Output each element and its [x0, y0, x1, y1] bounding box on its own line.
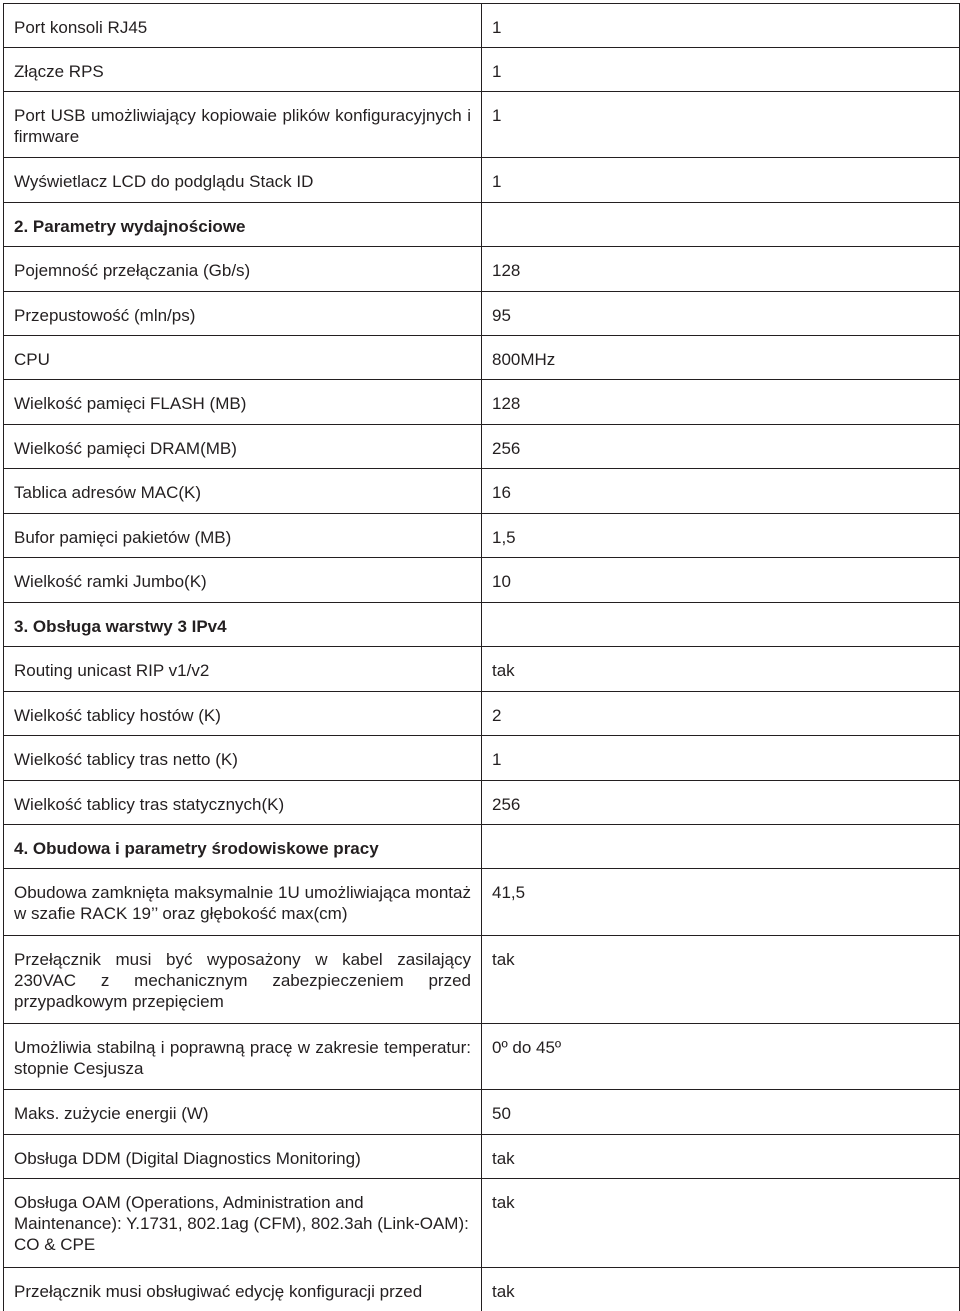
row-value: 256	[482, 425, 960, 469]
row-value: tak	[482, 1268, 960, 1311]
row-value: tak	[482, 1135, 960, 1179]
specification-table	[3, 3, 960, 1311]
section-title: 3. Obsługa warstwy 3 IPv4	[4, 603, 482, 647]
row-value: 128	[482, 380, 960, 425]
row-label: Port konsoli RJ45	[4, 4, 482, 48]
table-row	[4, 1268, 960, 1311]
table-row	[4, 247, 960, 292]
table-row	[4, 869, 960, 936]
row-value: 1	[482, 158, 960, 203]
row-value: 16	[482, 469, 960, 514]
row-value	[482, 203, 960, 247]
table-row	[4, 380, 960, 425]
table-row	[4, 425, 960, 469]
row-value	[482, 825, 960, 869]
table-row	[4, 1024, 960, 1090]
row-value: 10	[482, 558, 960, 603]
row-value: 1	[482, 48, 960, 92]
table-row	[4, 781, 960, 825]
row-value: 128	[482, 247, 960, 292]
table-row	[4, 4, 960, 48]
row-label: Złącze RPS	[4, 48, 482, 92]
row-label: Wyświetlacz LCD do podglądu Stack ID	[4, 158, 482, 203]
table-row	[4, 647, 960, 692]
table-row	[4, 92, 960, 158]
row-value: 800MHz	[482, 336, 960, 380]
table-row	[4, 292, 960, 336]
row-label: Obsługa OAM (Operations, Administration and Maintenance): Y.1731, 802.1ag (CFM), 802.3ah (Link-OAM): CO & CPE	[4, 1179, 482, 1268]
row-label: Przepustowość (mln/ps)	[4, 292, 482, 336]
row-label: Routing unicast RIP v1/v2	[4, 647, 482, 692]
table-row	[4, 692, 960, 736]
row-label: Wielkość tablicy hostów (K)	[4, 692, 482, 736]
row-value: 50	[482, 1090, 960, 1135]
row-label: CPU	[4, 336, 482, 380]
row-label: Tablica adresów MAC(K)	[4, 469, 482, 514]
table-row	[4, 1179, 960, 1268]
row-label: Obudowa zamknięta maksymalnie 1U umożliwiająca montaż w szafie RACK 19’’ oraz głębokość max(cm)	[4, 869, 482, 936]
row-label: Wielkość tablicy tras statycznych(K)	[4, 781, 482, 825]
row-label: Przełącznik musi obsługiwać edycję konfiguracji przed	[4, 1268, 482, 1311]
row-value	[482, 603, 960, 647]
table-row	[4, 558, 960, 603]
section-title: 2. Parametry wydajnościowe	[4, 203, 482, 247]
row-label: Przełącznik musi być wyposażony w kabel zasilający 230VAC z mechanicznym zabezpieczeniem przed przypadkowym przepięciem	[4, 936, 482, 1024]
row-label: Wielkość pamięci DRAM(MB)	[4, 425, 482, 469]
row-label: Wielkość ramki Jumbo(K)	[4, 558, 482, 603]
section-header-row	[4, 603, 960, 647]
table-row	[4, 1090, 960, 1135]
row-value: 95	[482, 292, 960, 336]
row-label: Port USB umożliwiający kopiowaie plików konfiguracyjnych i firmware	[4, 92, 482, 158]
table-row	[4, 158, 960, 203]
table-row	[4, 1135, 960, 1179]
table-row	[4, 469, 960, 514]
table-row	[4, 514, 960, 558]
row-value: tak	[482, 936, 960, 1024]
row-value: 1,5	[482, 514, 960, 558]
row-label: Obsługa DDM (Digital Diagnostics Monitoring)	[4, 1135, 482, 1179]
section-title: 4. Obudowa i parametry środowiskowe pracy	[4, 825, 482, 869]
row-value: 1	[482, 4, 960, 48]
row-value: 41,5	[482, 869, 960, 936]
row-label: Pojemność przełączania (Gb/s)	[4, 247, 482, 292]
row-value: 1	[482, 736, 960, 781]
table-row	[4, 336, 960, 380]
row-label: Umożliwia stabilną i poprawną pracę w zakresie temperatur: stopnie Cesjusza	[4, 1024, 482, 1090]
row-label: Maks. zużycie energii (W)	[4, 1090, 482, 1135]
section-header-row	[4, 825, 960, 869]
table-row	[4, 936, 960, 1024]
row-value: tak	[482, 1179, 960, 1268]
row-value: tak	[482, 647, 960, 692]
table-row	[4, 736, 960, 781]
row-label: Wielkość pamięci FLASH (MB)	[4, 380, 482, 425]
row-value: 1	[482, 92, 960, 158]
table-row	[4, 48, 960, 92]
row-value: 2	[482, 692, 960, 736]
row-value: 256	[482, 781, 960, 825]
section-header-row	[4, 203, 960, 247]
row-label: Wielkość tablicy tras netto (K)	[4, 736, 482, 781]
row-value: 0º do 45º	[482, 1024, 960, 1090]
row-label: Bufor pamięci pakietów (MB)	[4, 514, 482, 558]
